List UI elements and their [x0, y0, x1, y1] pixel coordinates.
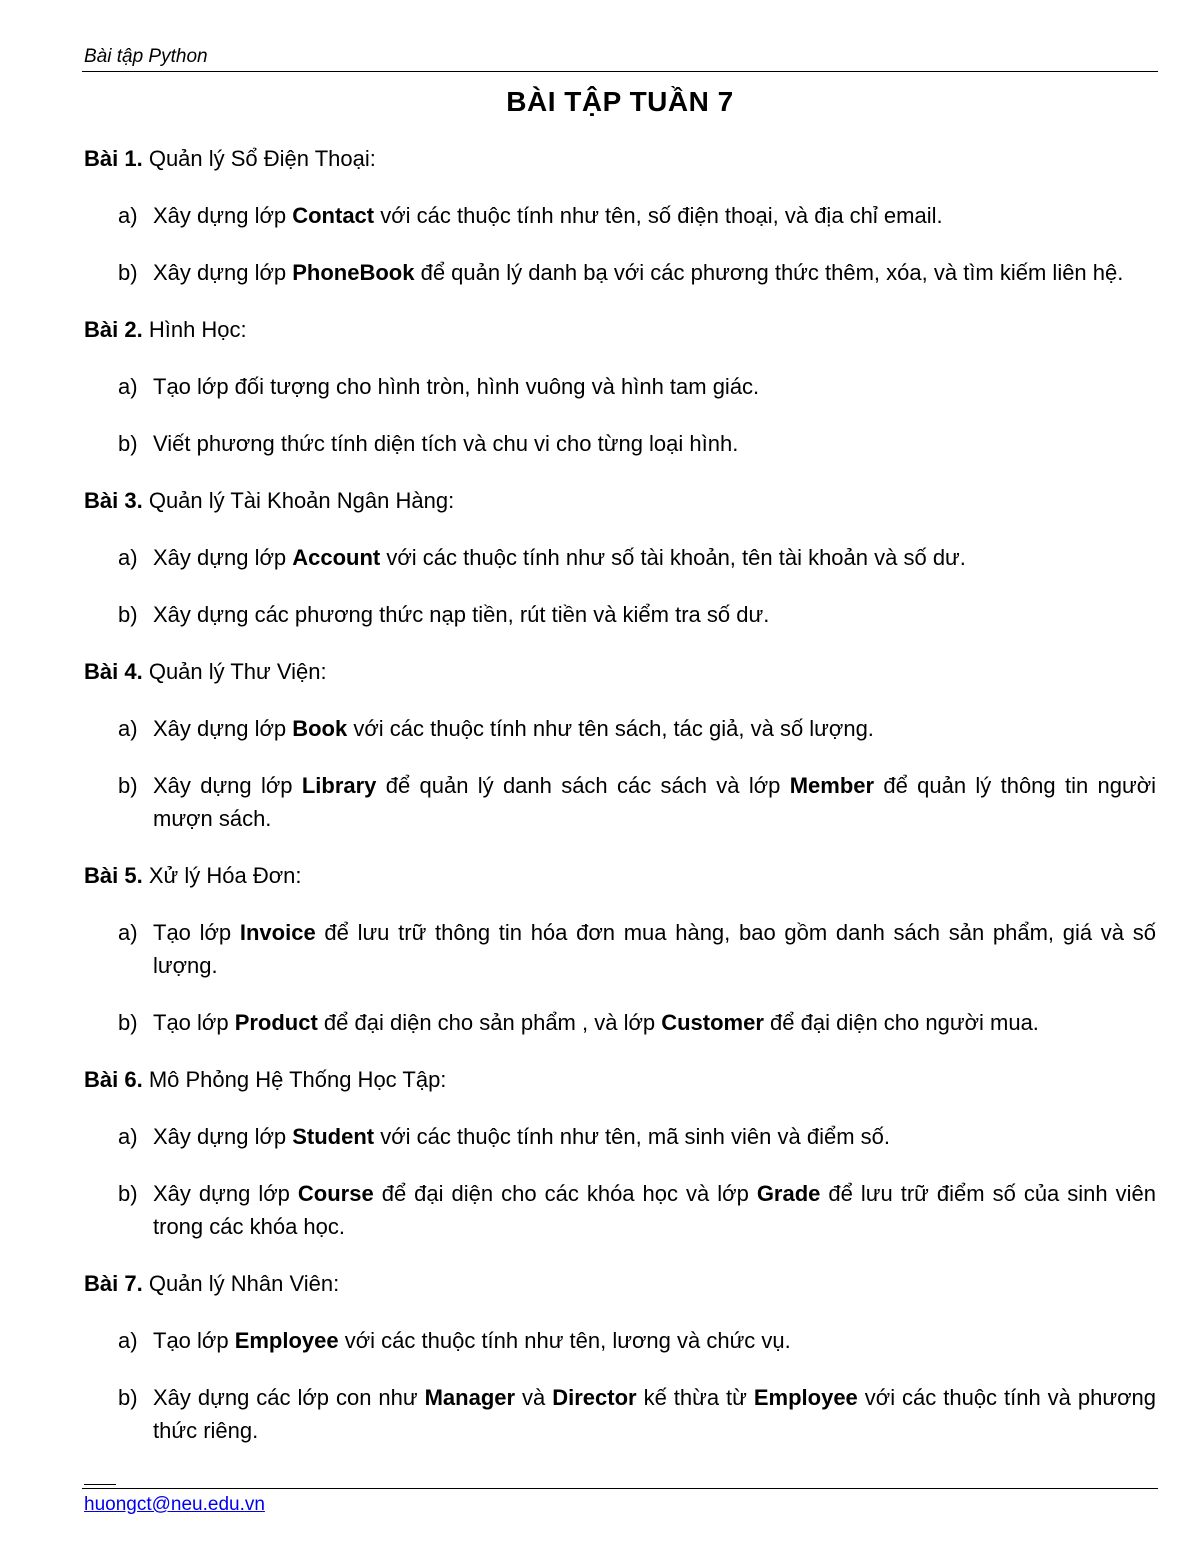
class-name: Book — [292, 716, 348, 741]
item-text: Xây dựng lớp — [153, 545, 293, 570]
exercise-number: Bài 3. — [84, 488, 143, 513]
exercise-title: Quản lý Tài Khoản Ngân Hàng: — [148, 488, 455, 513]
exercise-item — [84, 370, 1156, 403]
item-text: Xây dựng lớp — [153, 1181, 298, 1206]
item-text: với các thuộc tính như tên, số điện thoại, và địa chỉ email. — [374, 203, 943, 228]
header-divider — [82, 71, 1158, 72]
exercise-item — [84, 541, 1156, 574]
class-name: Contact — [292, 203, 375, 228]
exercise-item — [84, 1177, 1156, 1243]
item-text: kế thừa từ — [636, 1385, 754, 1410]
item-text: với các thuộc tính như tên, mã sinh viên và điểm số. — [374, 1124, 890, 1149]
exercise-item — [84, 1120, 1156, 1153]
item-marker: a) — [118, 1124, 138, 1149]
exercise-item — [84, 1324, 1156, 1357]
item-text: để đại diện cho các khóa học và lớp — [373, 1181, 757, 1206]
item-text: Xây dựng lớp — [153, 1124, 293, 1149]
item-marker: b) — [118, 1010, 138, 1035]
class-name: Manager — [424, 1385, 516, 1410]
item-text: để quản lý danh sách các sách và lớp — [376, 773, 790, 798]
item-text: Xây dựng các lớp con như — [153, 1385, 425, 1410]
item-text: với các thuộc tính và phương thức riêng. — [153, 1385, 1156, 1443]
item-marker: b) — [118, 602, 138, 627]
class-name: Course — [297, 1181, 374, 1206]
exercise-title: Xử lý Hóa Đơn: — [148, 863, 302, 888]
item-marker: a) — [118, 374, 138, 399]
item-marker: a) — [118, 545, 138, 570]
item-text: Xây dựng lớp — [153, 773, 302, 798]
exercise-item — [84, 427, 1156, 460]
item-text: để quản lý danh bạ với các phương thức thêm, xóa, và tìm kiếm liên hệ. — [414, 260, 1124, 285]
exercise-title: Quản lý Nhân Viên: — [148, 1271, 340, 1296]
item-text: để đại diện cho người mua. — [763, 1010, 1039, 1035]
page-header: Bài tập Python — [84, 46, 208, 67]
exercise-item — [84, 598, 1156, 631]
item-text: với các thuộc tính như số tài khoản, tên tài khoản và số dư. — [380, 545, 966, 570]
exercise-title: Hình Học: — [148, 317, 247, 342]
item-text: để lưu trữ thông tin hóa đơn mua hàng, bao gồm danh sách sản phẩm, giá và số lượng. — [153, 920, 1156, 978]
class-name: Employee — [753, 1385, 858, 1410]
class-name: Library — [301, 773, 377, 798]
exercise-number: Bài 6. — [84, 1067, 143, 1092]
exercise-number: Bài 5. — [84, 863, 143, 888]
class-name: Customer — [661, 1010, 764, 1035]
item-text: Tạo lớp — [153, 1010, 235, 1035]
exercise-number: Bài 4. — [84, 659, 143, 684]
item-text: để đại diện cho sản phẩm , và lớp — [317, 1010, 662, 1035]
item-marker: b) — [118, 1385, 138, 1410]
item-marker: a) — [118, 203, 138, 228]
item-text: Tạo lớp — [153, 920, 240, 945]
exercise-number: Bài 2. — [84, 317, 143, 342]
exercise-title: Quản lý Thư Viện: — [148, 659, 327, 684]
footnote-separator — [84, 1484, 116, 1485]
class-name: Invoice — [239, 920, 316, 945]
class-name: PhoneBook — [292, 260, 415, 285]
item-text: Viết phương thức tính diện tích và chu vi cho từng loại hình. — [153, 431, 739, 456]
class-name: Director — [552, 1385, 637, 1410]
exercise-item — [84, 199, 1156, 232]
item-marker: b) — [118, 773, 138, 798]
item-text: với các thuộc tính như tên sách, tác giả, và số lượng. — [347, 716, 874, 741]
exercise-title: Quản lý Sổ Điện Thoại: — [148, 146, 376, 171]
class-name: Member — [789, 773, 875, 798]
item-text: để lưu trữ điểm số của sinh viên trong các khóa học. — [153, 1181, 1157, 1239]
exercise-heading — [84, 1063, 1156, 1096]
item-marker: a) — [118, 716, 138, 741]
item-marker: b) — [118, 1181, 138, 1206]
item-text: Xây dựng lớp — [153, 203, 293, 228]
footer-email-link[interactable]: huongct@neu.edu.vn — [84, 1494, 265, 1515]
item-text: để quản lý thông tin người mượn sách. — [153, 773, 1157, 831]
exercise-item — [84, 916, 1156, 982]
exercise-list — [84, 142, 1156, 1471]
exercise-item — [84, 1381, 1156, 1447]
item-text: Xây dựng các phương thức nạp tiền, rút tiền và kiểm tra số dư. — [153, 602, 770, 627]
exercise-number: Bài 1. — [84, 146, 143, 171]
class-name: Employee — [234, 1328, 339, 1353]
footer-divider — [82, 1488, 1158, 1489]
exercise-item — [84, 256, 1156, 289]
exercise-item — [84, 1006, 1156, 1039]
item-marker: b) — [118, 260, 138, 285]
exercise-item — [84, 712, 1156, 745]
page-title: BÀI TẬP TUẦN 7 — [506, 86, 734, 117]
exercise-heading — [84, 313, 1156, 346]
exercise-number: Bài 7. — [84, 1271, 143, 1296]
item-marker: a) — [118, 1328, 138, 1353]
exercise-heading — [84, 655, 1156, 688]
item-text: Tạo lớp đối tượng cho hình tròn, hình vuông và hình tam giác. — [153, 374, 760, 399]
item-marker: b) — [118, 431, 138, 456]
exercise-title: Mô Phỏng Hệ Thống Học Tập: — [148, 1067, 447, 1092]
exercise-heading — [84, 1267, 1156, 1300]
exercise-item — [84, 769, 1156, 835]
class-name: Grade — [756, 1181, 821, 1206]
item-text: Tạo lớp — [153, 1328, 235, 1353]
class-name: Account — [292, 545, 381, 570]
class-name: Student — [292, 1124, 375, 1149]
exercise-heading — [84, 142, 1156, 175]
exercise-heading — [84, 484, 1156, 517]
item-text: và — [515, 1385, 553, 1410]
exercise-heading — [84, 859, 1156, 892]
item-text: với các thuộc tính như tên, lương và chức vụ. — [338, 1328, 791, 1353]
item-text: Xây dựng lớp — [153, 716, 293, 741]
class-name: Product — [234, 1010, 318, 1035]
item-text: Xây dựng lớp — [153, 260, 293, 285]
item-marker: a) — [118, 920, 138, 945]
